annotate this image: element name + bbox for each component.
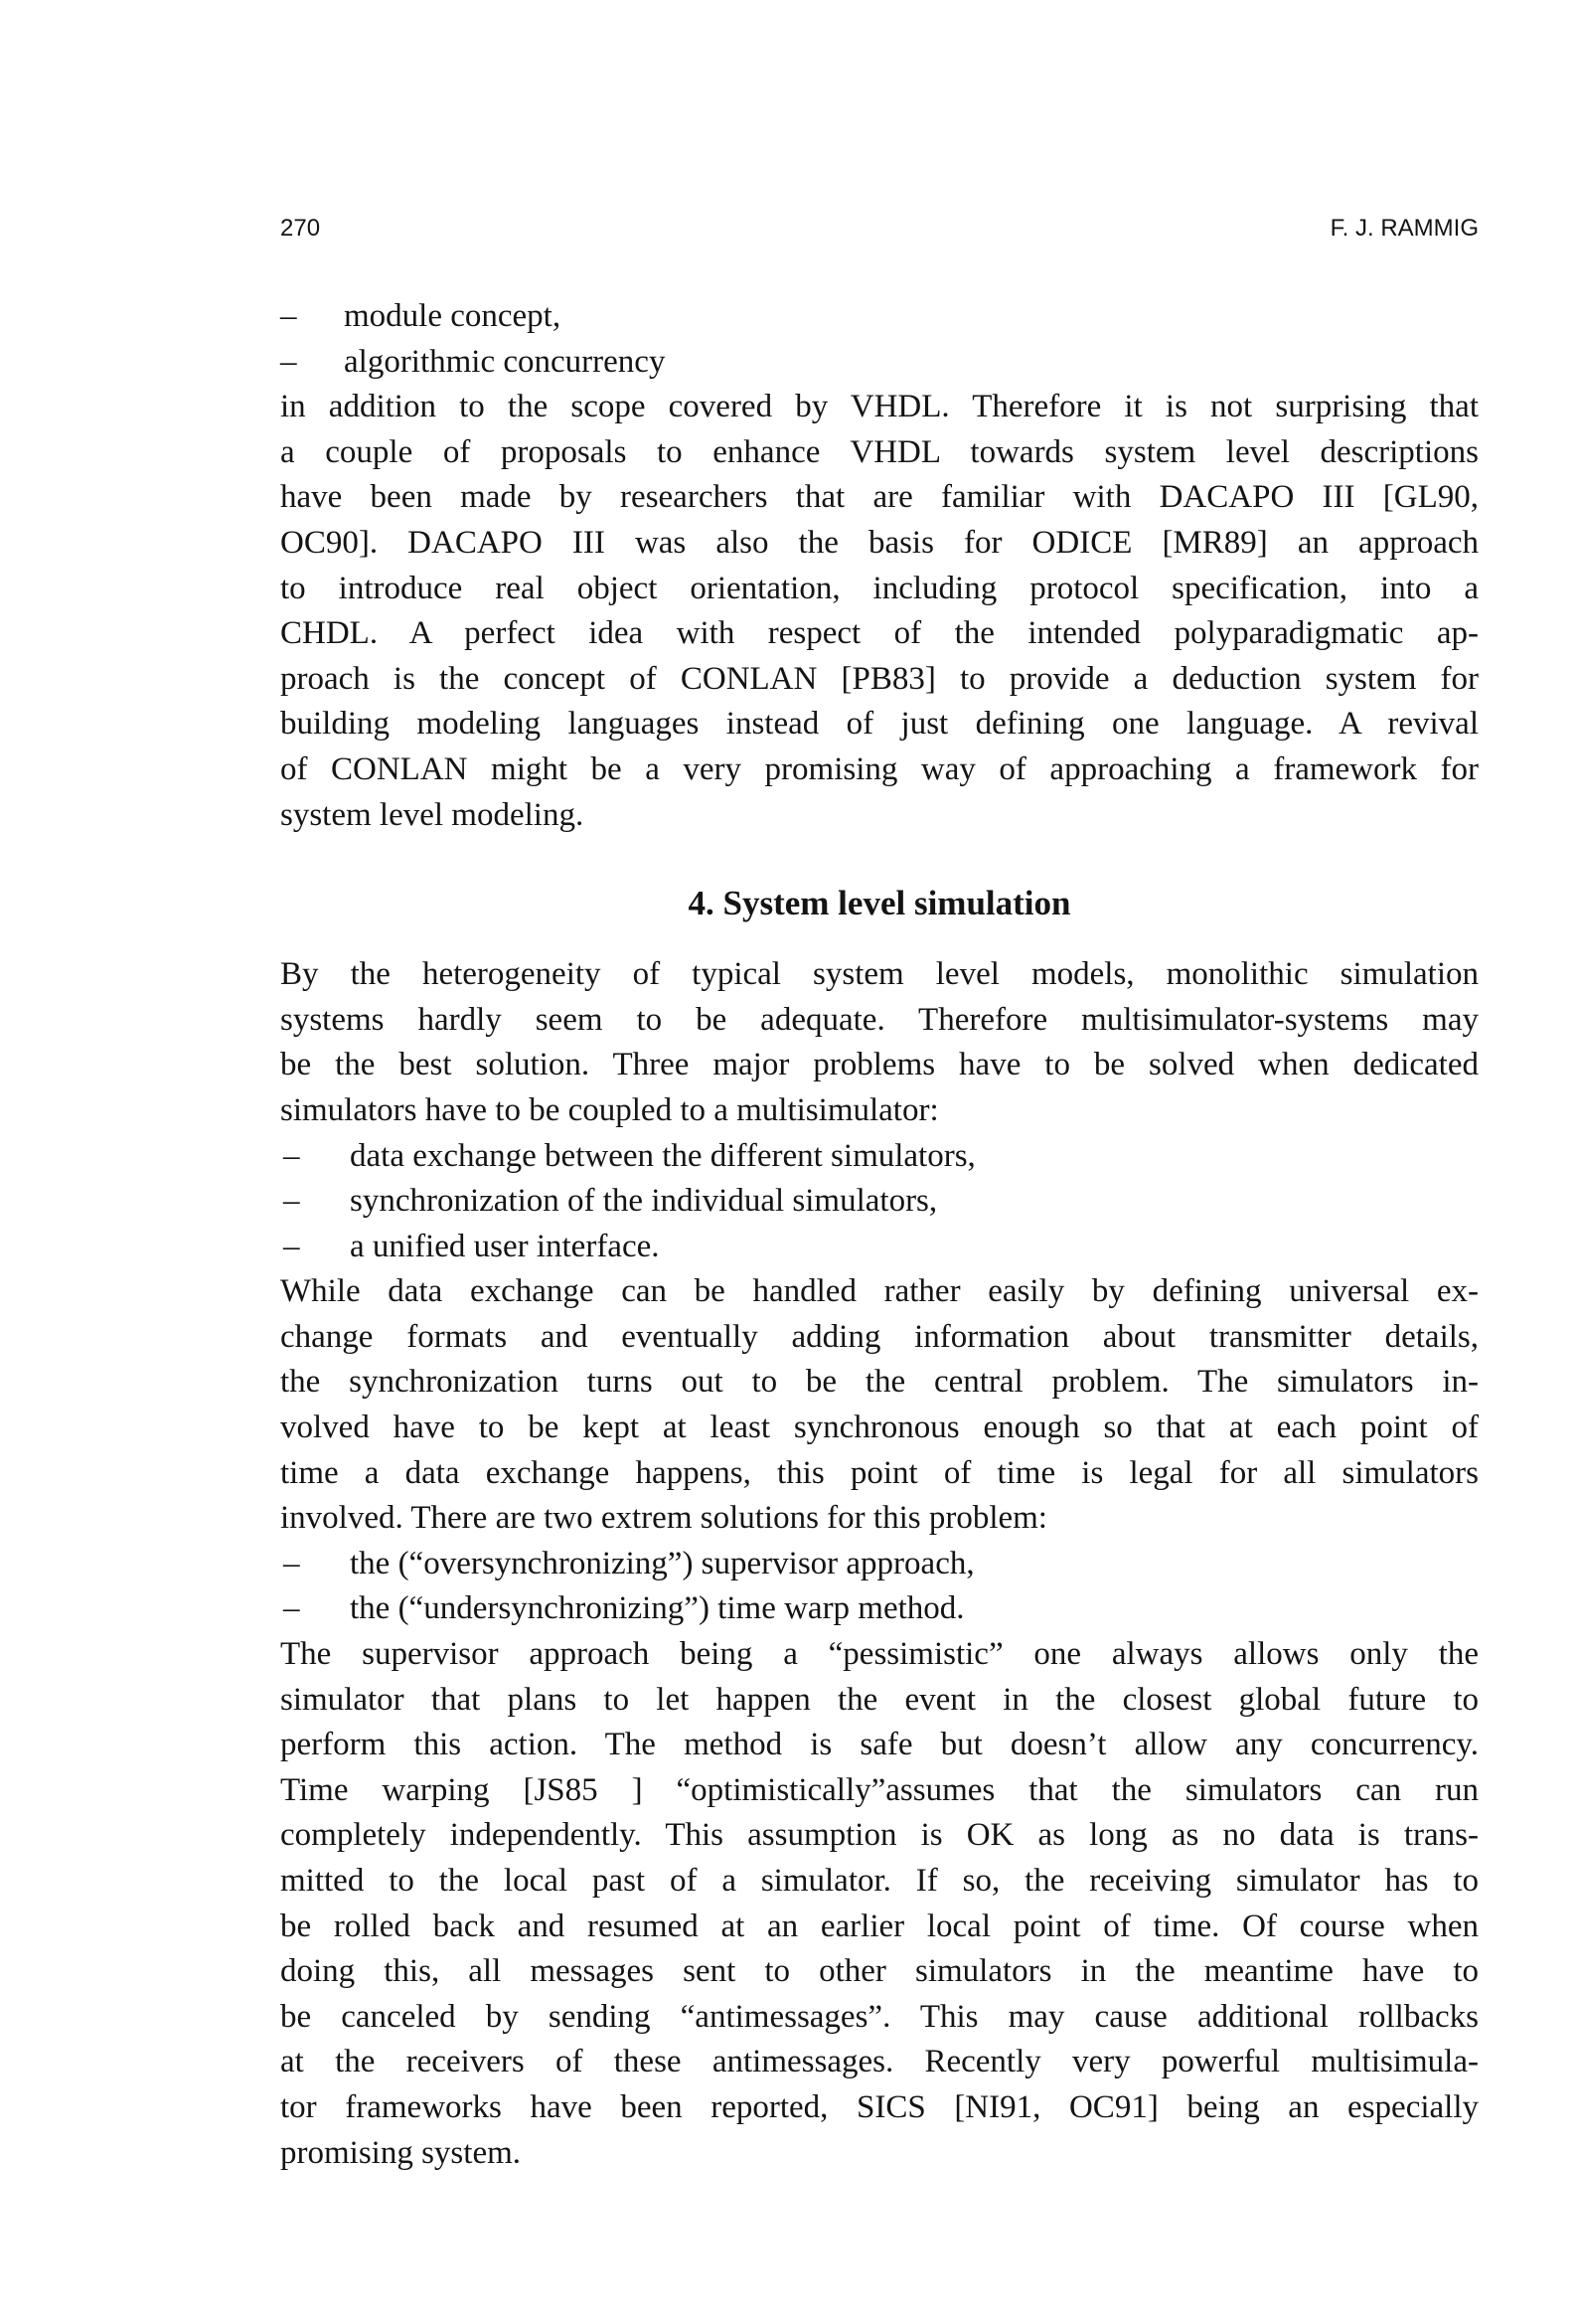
text-line: mitted to the local past of a simulator. If so, the receiving simulator has to xyxy=(280,1863,1479,1899)
text-line: perform this action. The method is safe but doesn’t allow any concurrency. xyxy=(280,1727,1479,1763)
paragraph-multisimulator xyxy=(280,952,1479,1133)
text-line: doing this, all messages sent to other simulators in the meantime have to xyxy=(280,1953,1479,1990)
list-item-text: synchronization of the individual simulators, xyxy=(350,1183,938,1220)
list-item xyxy=(280,294,1479,340)
text-line: a couple of proposals to enhance VHDL towards system level descriptions xyxy=(280,433,1479,470)
text-line: be the best solution. Three major problems have to be solved when dedicated xyxy=(280,1047,1479,1083)
text-line: By the heterogeneity of typical system level models, monolithic simulation xyxy=(280,956,1479,993)
text-line: to introduce real object orientation, including protocol specification, into a xyxy=(280,570,1479,606)
text-line: volved have to be kept at least synchronous enough so that at each point of xyxy=(280,1410,1479,1446)
text-line: at the receivers of these antimessages. Recently very powerful multisimula- xyxy=(280,2044,1479,2080)
dash-bullet-icon: – xyxy=(280,298,297,334)
list-item xyxy=(280,1179,1479,1225)
list-item xyxy=(280,1134,1479,1180)
list-item xyxy=(280,1586,1479,1632)
text-line: CHDL. A perfect idea with respect of the intended polyparadigmatic ap- xyxy=(280,615,1479,652)
list-item-text: a unified user interface. xyxy=(350,1228,660,1264)
text-line: in addition to the scope covered by VHDL. Therefore it is not surprising that xyxy=(280,389,1479,425)
paragraph-synchronization xyxy=(280,1269,1479,1542)
text-line: tor frameworks have been reported, SICS [NI91, OC91] being an especially xyxy=(280,2088,1479,2125)
text-line: OC90]. DACAPO III was also the basis for ODICE [MR89] an approach xyxy=(280,524,1479,561)
text-line: be rolled back and resumed at an earlier local point of time. Of course when xyxy=(280,1908,1479,1944)
bullet-list-solutions xyxy=(280,1542,1479,1632)
bullet-list-problems xyxy=(280,1134,1479,1270)
text-line: of CONLAN might be a very promising way of approaching a framework for xyxy=(280,750,1479,787)
running-author: F. J. RAMMIG xyxy=(1330,215,1479,242)
text-line: proach is the concept of CONLAN [PB83] to provide a deduction system for xyxy=(280,660,1479,697)
text-line: building modeling languages instead of just defining one language. A revival xyxy=(280,706,1479,743)
dash-bullet-icon: – xyxy=(283,1137,300,1174)
section-heading: 4. System level simulation xyxy=(688,884,1071,923)
text-line: be canceled by sending “antimessages”. This may cause additional rollbacks xyxy=(280,1998,1479,2035)
dash-bullet-icon: – xyxy=(283,1590,300,1627)
text-line: system level modeling. xyxy=(280,796,584,833)
text-line: simulators have to be coupled to a multisimulator: xyxy=(280,1091,939,1128)
text-line: completely independently. This assumption is OK as long as no data is trans- xyxy=(280,1817,1479,1854)
list-item-text: the (“undersynchronizing”) time warp method. xyxy=(350,1590,965,1627)
text-line: The supervisor approach being a “pessimistic” one always allows only the xyxy=(280,1636,1479,1673)
list-item-text: module concept, xyxy=(344,298,561,334)
text-line: systems hardly seem to be adequate. Therefore multisimulator-systems may xyxy=(280,1001,1479,1038)
text-line: time a data exchange happens, this point of time is legal for all simulators xyxy=(280,1454,1479,1491)
list-item-text: the (“oversynchronizing”) supervisor approach, xyxy=(350,1545,975,1581)
text-line: the synchronization turns out to be the central problem. The simulators in- xyxy=(280,1364,1479,1401)
text-line: While data exchange can be handled rather easily by defining universal ex- xyxy=(280,1273,1479,1310)
text-line: Time warping [JS85 ] “optimistically”assumes that the simulators can run xyxy=(280,1771,1479,1808)
dash-bullet-icon: – xyxy=(283,1545,300,1581)
bullet-list-language-features xyxy=(280,294,1479,385)
list-item xyxy=(280,340,1479,386)
paragraph-vhdl-extensions xyxy=(280,385,1479,838)
list-item xyxy=(280,1225,1479,1270)
text-line: have been made by researchers that are familiar with DACAPO III [GL90, xyxy=(280,479,1479,516)
page-body xyxy=(280,294,1479,2176)
paragraph-supervisor-timewarp xyxy=(280,1632,1479,2176)
running-header xyxy=(280,215,1479,247)
list-item-text: algorithmic concurrency xyxy=(344,343,666,380)
text-line: involved. There are two extrem solutions for this problem: xyxy=(280,1500,1047,1537)
page-number: 270 xyxy=(280,215,321,242)
text-line: simulator that plans to let happen the event in the closest global future to xyxy=(280,1681,1479,1718)
list-item xyxy=(280,1542,1479,1587)
list-item-text: data exchange between the different simulators, xyxy=(350,1137,976,1174)
text-line: change formats and eventually adding information about transmitter details, xyxy=(280,1318,1479,1355)
dash-bullet-icon: – xyxy=(280,343,297,380)
dash-bullet-icon: – xyxy=(283,1183,300,1220)
text-line: promising system. xyxy=(280,2134,522,2171)
dash-bullet-icon: – xyxy=(283,1228,300,1264)
